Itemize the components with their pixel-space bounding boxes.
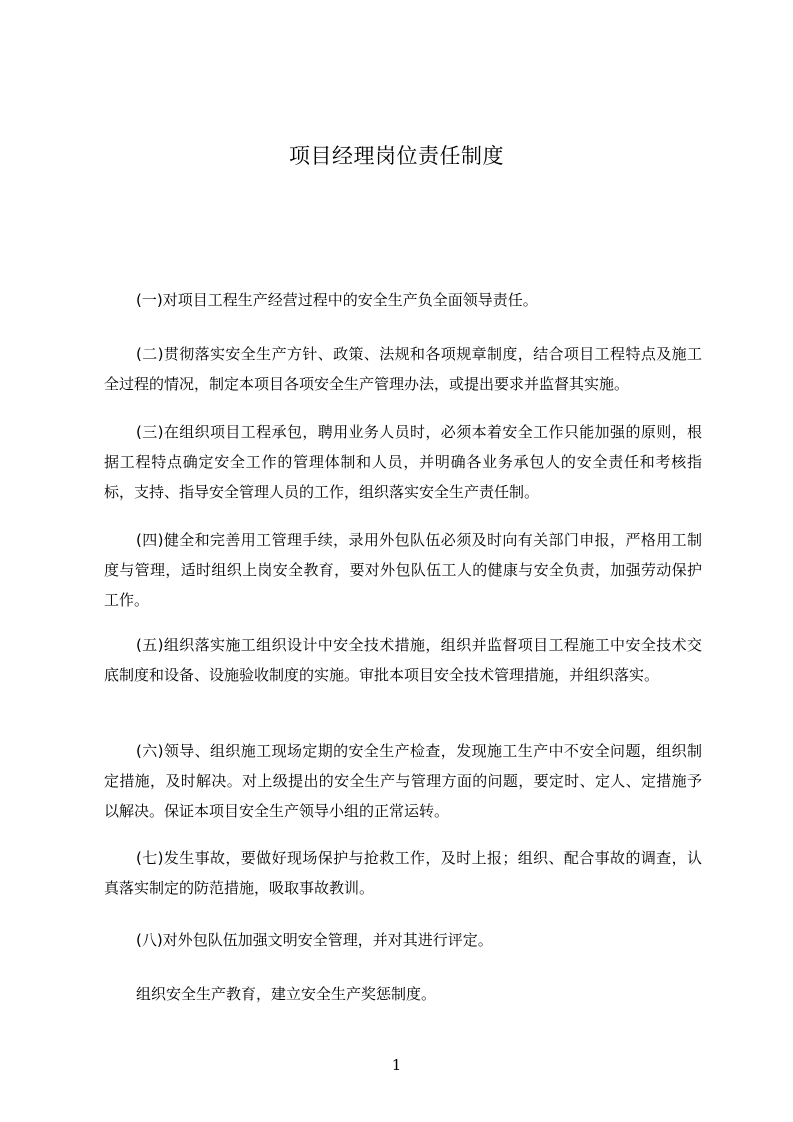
page-number: 1 bbox=[391, 1056, 402, 1074]
paragraph-8: (八)对外包队伍加强文明安全管理，并对其进行评定。 bbox=[136, 931, 493, 949]
paragraph-3: (三)在组织项目工程承包，聘用业务人员时，必须本着安全工作只能加强的原则，根据工程特点确定安全工作的管理体制和人员，并明确各业务承包人的安全责任和考核指标，支持、指导安全管理人员的工作，组织落实安全生产责任制。 bbox=[104, 423, 702, 501]
paragraph-9: 组织安全生产教育，建立安全生产奖惩制度。 bbox=[136, 985, 437, 1003]
paragraph-6: (六)领导、组织施工现场定期的安全生产检查，发现施工生产中不安全问题，组织制定措施，及时解决。对上级提出的安全生产与管理方面的问题，要定时、定人、定措施予以解决。保证本项目安全生产领导小组的正常运转。 bbox=[104, 742, 702, 820]
document-title: 项目经理岗位责任制度 bbox=[289, 144, 504, 168]
paragraph-5: (五)组织落实施工组织设计中安全技术措施，组织并监督项目工程施工中安全技术交底制度和设备、设施验收制度的实施。审批本项目安全技术管理措施，并组织落实。 bbox=[104, 636, 702, 684]
paragraph-4: (四)健全和完善用工管理手续，录用外包队伍必须及时向有关部门申报，严格用工制度与管理，适时组织上岗安全教育，要对外包队伍工人的健康与安全负责，加强劳动保护工作。 bbox=[104, 531, 702, 609]
paragraph-7: (七)发生事故，要做好现场保护与抢救工作，及时上报；组织、配合事故的调查，认真落实制定的防范措施，吸取事故教训。 bbox=[104, 849, 702, 897]
paragraph-1: (一)对项目工程生产经营过程中的安全生产负全面领导责任。 bbox=[136, 291, 538, 309]
paragraph-2: (二)贯彻落实安全生产方针、政策、法规和各项规章制度，结合项目工程特点及施工全过程的情况，制定本项目各项安全生产管理办法，或提出要求并监督其实施。 bbox=[104, 345, 702, 393]
